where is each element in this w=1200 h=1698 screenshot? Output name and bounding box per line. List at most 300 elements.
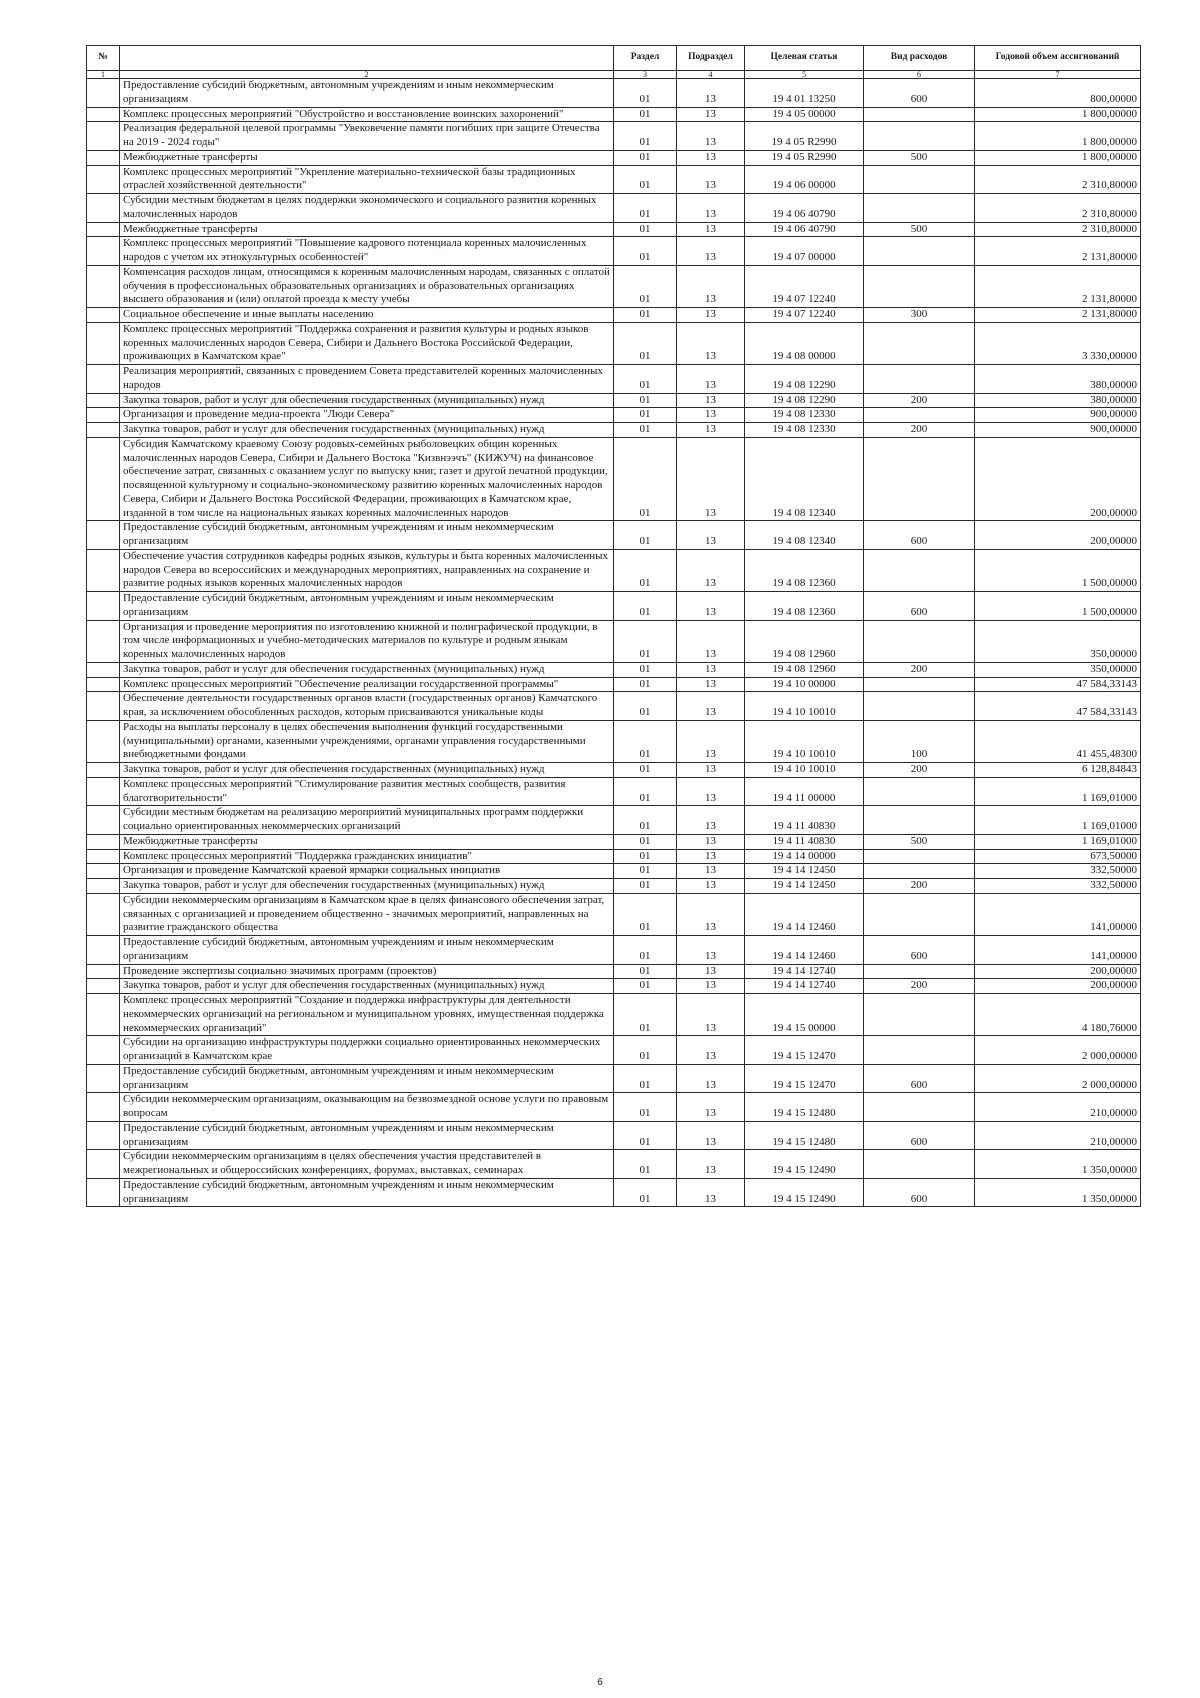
expense-type-cell: 100 xyxy=(864,720,975,762)
header-index-cell: 5 xyxy=(745,71,864,79)
razdel-cell: 01 xyxy=(614,437,677,521)
row-number-cell xyxy=(87,592,120,621)
row-number-cell xyxy=(87,1064,120,1093)
table-row xyxy=(87,308,1141,323)
header-expense-type: Вид расходов xyxy=(864,46,975,71)
expense-type-cell xyxy=(864,620,975,662)
expense-type-cell: 200 xyxy=(864,662,975,677)
expense-name-cell: Субсидии некоммерческим организациям в целях обеспечения участия представителей в межрегиональных и общероссийских конференциях, форумах, выставках, семинарах xyxy=(120,1150,614,1179)
row-number-cell xyxy=(87,879,120,894)
razdel-cell: 01 xyxy=(614,620,677,662)
expense-name-cell: Субсидии местным бюджетам на реализацию мероприятий муниципальных программ поддержки социально ориентированных некоммерческих организаций xyxy=(120,806,614,835)
row-number-cell xyxy=(87,393,120,408)
target-article-cell: 19 4 11 40830 xyxy=(745,806,864,835)
table-row xyxy=(87,763,1141,778)
expense-type-cell xyxy=(864,677,975,692)
row-number-cell xyxy=(87,806,120,835)
expense-type-cell: 600 xyxy=(864,592,975,621)
expense-type-cell xyxy=(864,849,975,864)
podrazdel-cell: 13 xyxy=(677,720,745,762)
expense-type-cell: 200 xyxy=(864,763,975,778)
podrazdel-cell: 13 xyxy=(677,107,745,122)
expense-type-cell: 200 xyxy=(864,979,975,994)
razdel-cell: 01 xyxy=(614,662,677,677)
expense-name-cell: Закупка товаров, работ и услуг для обеспечения государственных (муниципальных) нужд xyxy=(120,763,614,778)
table-row xyxy=(87,864,1141,879)
table-row xyxy=(87,265,1141,307)
razdel-cell: 01 xyxy=(614,265,677,307)
expense-type-cell: 200 xyxy=(864,423,975,438)
table-row xyxy=(87,423,1141,438)
expense-type-cell xyxy=(864,122,975,151)
row-number-cell xyxy=(87,864,120,879)
target-article-cell: 19 4 08 12330 xyxy=(745,408,864,423)
podrazdel-cell: 13 xyxy=(677,777,745,806)
expense-name-cell: Субсидия Камчатскому краевому Союзу родовых-семейных рыболовецких общин коренных малочисленных народов Севера, Сибири и Дальнего Востока "Кизвнээчъ" (КИЖУЧ) на финансовое обеспечение затрат, связанных с оказанием услуг по выпуску книг, газет и другой печатной продукции, посвященной культурному и социально-экономическому развитию коренных малочисленных народов Севера, Сибири и Дальнего Востока Российской Федерации, проживающих в Камчатском крае, изданной в том числе на национальных языках коренных малочисленных народов xyxy=(120,437,614,521)
expense-name-cell: Организация и проведение Камчатской краевой ярмарки социальных инициатив xyxy=(120,864,614,879)
razdel-cell: 01 xyxy=(614,365,677,394)
page-number: 6 xyxy=(597,1677,603,1688)
target-article-cell: 19 4 08 12340 xyxy=(745,437,864,521)
row-number-cell xyxy=(87,979,120,994)
expense-name-cell: Комплекс процессных мероприятий "Повышение кадрового потенциала коренных малочисленных народов с учетом их этнокультурных особенностей" xyxy=(120,237,614,266)
row-number-cell xyxy=(87,150,120,165)
target-article-cell: 19 4 10 00000 xyxy=(745,677,864,692)
row-number-cell xyxy=(87,521,120,550)
annual-amount-cell: 1 169,01000 xyxy=(975,834,1141,849)
annual-amount-cell: 1 800,00000 xyxy=(975,150,1141,165)
podrazdel-cell: 13 xyxy=(677,437,745,521)
annual-amount-cell: 200,00000 xyxy=(975,437,1141,521)
table-row xyxy=(87,437,1141,521)
expense-type-cell xyxy=(864,107,975,122)
annual-amount-cell: 4 180,76000 xyxy=(975,994,1141,1036)
target-article-cell: 19 4 10 10010 xyxy=(745,720,864,762)
row-number-cell xyxy=(87,194,120,223)
row-number-cell xyxy=(87,662,120,677)
razdel-cell: 01 xyxy=(614,849,677,864)
table-row xyxy=(87,777,1141,806)
expense-name-cell: Комплекс процессных мероприятий "Создание и поддержка инфраструктуры для деятельности некоммерческих организаций на региональном и муниципальном уровнях, имущественная поддержка некоммерческих организаций" xyxy=(120,994,614,1036)
expense-name-cell: Субсидии некоммерческим организациям в Камчатском крае в целях финансового обеспечения затрат, связанных с организацией и проведением общественно - значимых мероприятий, направленных на развитие гражданского общества xyxy=(120,893,614,935)
razdel-cell: 01 xyxy=(614,677,677,692)
row-number-cell xyxy=(87,964,120,979)
razdel-cell: 01 xyxy=(614,1178,677,1207)
annual-amount-cell: 1 500,00000 xyxy=(975,592,1141,621)
razdel-cell: 01 xyxy=(614,592,677,621)
annual-amount-cell: 900,00000 xyxy=(975,408,1141,423)
target-article-cell: 19 4 08 12960 xyxy=(745,620,864,662)
razdel-cell: 01 xyxy=(614,964,677,979)
row-number-cell xyxy=(87,1121,120,1150)
expense-name-cell: Межбюджетные трансферты xyxy=(120,222,614,237)
budget-allocation-table xyxy=(86,45,1141,1207)
annual-amount-cell: 800,00000 xyxy=(975,79,1141,108)
expense-type-cell xyxy=(864,237,975,266)
row-number-cell xyxy=(87,1036,120,1065)
podrazdel-cell: 13 xyxy=(677,322,745,364)
razdel-cell: 01 xyxy=(614,1036,677,1065)
expense-type-cell xyxy=(864,1093,975,1122)
target-article-cell: 19 4 07 12240 xyxy=(745,308,864,323)
row-number-cell xyxy=(87,763,120,778)
table-row xyxy=(87,237,1141,266)
target-article-cell: 19 4 14 12450 xyxy=(745,864,864,879)
annual-amount-cell: 900,00000 xyxy=(975,423,1141,438)
annual-amount-cell: 47 584,33143 xyxy=(975,692,1141,721)
razdel-cell: 01 xyxy=(614,720,677,762)
target-article-cell: 19 4 08 12360 xyxy=(745,549,864,591)
expense-type-cell: 600 xyxy=(864,521,975,550)
table-row xyxy=(87,1064,1141,1093)
annual-amount-cell: 141,00000 xyxy=(975,893,1141,935)
annual-amount-cell: 673,50000 xyxy=(975,849,1141,864)
row-number-cell xyxy=(87,677,120,692)
expense-name-cell: Расходы на выплаты персоналу в целях обеспечения выполнения функций государственными (муниципальными) органами, казенными учреждениями, органами управления государственными внебюджетными фондами xyxy=(120,720,614,762)
podrazdel-cell: 13 xyxy=(677,936,745,965)
row-number-cell xyxy=(87,265,120,307)
podrazdel-cell: 13 xyxy=(677,592,745,621)
row-number-cell xyxy=(87,423,120,438)
expense-name-cell: Предоставление субсидий бюджетным, автономным учреждениям и иным некоммерческим организациям xyxy=(120,936,614,965)
annual-amount-cell: 2 131,80000 xyxy=(975,265,1141,307)
expense-name-cell: Предоставление субсидий бюджетным, автономным учреждениям и иным некоммерческим организациям xyxy=(120,1064,614,1093)
razdel-cell: 01 xyxy=(614,549,677,591)
expense-name-cell: Предоставление субсидий бюджетным, автономным учреждениям и иным некоммерческим организациям xyxy=(120,79,614,108)
podrazdel-cell: 13 xyxy=(677,165,745,194)
table-row xyxy=(87,408,1141,423)
annual-amount-cell: 2 000,00000 xyxy=(975,1036,1141,1065)
table-row xyxy=(87,806,1141,835)
podrazdel-cell: 13 xyxy=(677,521,745,550)
podrazdel-cell: 13 xyxy=(677,677,745,692)
podrazdel-cell: 13 xyxy=(677,1093,745,1122)
razdel-cell: 01 xyxy=(614,1121,677,1150)
razdel-cell: 01 xyxy=(614,222,677,237)
header-name xyxy=(120,46,614,71)
header-podrazdel: Подраздел xyxy=(677,46,745,71)
annual-amount-cell: 6 128,84843 xyxy=(975,763,1141,778)
razdel-cell: 01 xyxy=(614,150,677,165)
table-row xyxy=(87,893,1141,935)
table-row xyxy=(87,720,1141,762)
target-article-cell: 19 4 14 12740 xyxy=(745,979,864,994)
expense-name-cell: Предоставление субсидий бюджетным, автономным учреждениям и иным некоммерческим организациям xyxy=(120,1178,614,1207)
razdel-cell: 01 xyxy=(614,122,677,151)
podrazdel-cell: 13 xyxy=(677,806,745,835)
target-article-cell: 19 4 08 12290 xyxy=(745,365,864,394)
expense-type-cell xyxy=(864,322,975,364)
row-number-cell xyxy=(87,408,120,423)
razdel-cell: 01 xyxy=(614,864,677,879)
razdel-cell: 01 xyxy=(614,107,677,122)
expense-type-cell: 600 xyxy=(864,1121,975,1150)
row-number-cell xyxy=(87,107,120,122)
target-article-cell: 19 4 01 13250 xyxy=(745,79,864,108)
target-article-cell: 19 4 08 12960 xyxy=(745,662,864,677)
podrazdel-cell: 13 xyxy=(677,893,745,935)
table-row xyxy=(87,834,1141,849)
podrazdel-cell: 13 xyxy=(677,393,745,408)
annual-amount-cell: 210,00000 xyxy=(975,1093,1141,1122)
expense-type-cell: 600 xyxy=(864,1064,975,1093)
document-page xyxy=(86,45,1140,1207)
target-article-cell: 19 4 14 12450 xyxy=(745,879,864,894)
expense-name-cell: Реализация федеральной целевой программы "Увековечение памяти погибших при защите Отечества на 2019 - 2024 годы" xyxy=(120,122,614,151)
table-row xyxy=(87,1178,1141,1207)
expense-name-cell: Комплекс процессных мероприятий "Поддержка гражданских инициатив" xyxy=(120,849,614,864)
row-number-cell xyxy=(87,893,120,935)
expense-name-cell: Субсидии местным бюджетам в целях поддержки экономического и социального развития коренных малочисленных народов xyxy=(120,194,614,223)
annual-amount-cell: 350,00000 xyxy=(975,620,1141,662)
row-number-cell xyxy=(87,365,120,394)
expense-type-cell: 200 xyxy=(864,879,975,894)
expense-name-cell: Предоставление субсидий бюджетным, автономным учреждениям и иным некоммерческим организациям xyxy=(120,1121,614,1150)
razdel-cell: 01 xyxy=(614,1064,677,1093)
podrazdel-cell: 13 xyxy=(677,662,745,677)
row-number-cell xyxy=(87,692,120,721)
row-number-cell xyxy=(87,122,120,151)
target-article-cell: 19 4 08 12360 xyxy=(745,592,864,621)
annual-amount-cell: 380,00000 xyxy=(975,393,1141,408)
expense-name-cell: Субсидии на организацию инфраструктуры поддержки социально ориентированных некоммерческих организаций в Камчатском крае xyxy=(120,1036,614,1065)
header-index-cell: 1 xyxy=(87,71,120,79)
table-row xyxy=(87,150,1141,165)
expense-name-cell: Комплекс процессных мероприятий "Стимулирование развития местных сообществ, развития благотворительности" xyxy=(120,777,614,806)
table-row xyxy=(87,165,1141,194)
table-row xyxy=(87,521,1141,550)
expense-type-cell: 500 xyxy=(864,222,975,237)
podrazdel-cell: 13 xyxy=(677,994,745,1036)
table-row xyxy=(87,994,1141,1036)
target-article-cell: 19 4 14 12740 xyxy=(745,964,864,979)
annual-amount-cell: 2 131,80000 xyxy=(975,237,1141,266)
header-num: № xyxy=(87,46,120,71)
razdel-cell: 01 xyxy=(614,879,677,894)
expense-type-cell xyxy=(864,864,975,879)
expense-type-cell xyxy=(864,437,975,521)
podrazdel-cell: 13 xyxy=(677,265,745,307)
target-article-cell: 19 4 11 00000 xyxy=(745,777,864,806)
target-article-cell: 19 4 15 12470 xyxy=(745,1036,864,1065)
annual-amount-cell: 2 000,00000 xyxy=(975,1064,1141,1093)
expense-type-cell xyxy=(864,994,975,1036)
expense-type-cell xyxy=(864,1036,975,1065)
expense-type-cell: 200 xyxy=(864,393,975,408)
razdel-cell: 01 xyxy=(614,393,677,408)
row-number-cell xyxy=(87,308,120,323)
table-row xyxy=(87,936,1141,965)
annual-amount-cell: 47 584,33143 xyxy=(975,677,1141,692)
expense-name-cell: Закупка товаров, работ и услуг для обеспечения государственных (муниципальных) нужд xyxy=(120,393,614,408)
annual-amount-cell: 1 800,00000 xyxy=(975,122,1141,151)
header-index-cell: 2 xyxy=(120,71,614,79)
annual-amount-cell: 41 455,48300 xyxy=(975,720,1141,762)
table-row xyxy=(87,879,1141,894)
podrazdel-cell: 13 xyxy=(677,763,745,778)
razdel-cell: 01 xyxy=(614,423,677,438)
razdel-cell: 01 xyxy=(614,777,677,806)
target-article-cell: 19 4 05 R2990 xyxy=(745,150,864,165)
header-annual-amount: Годовой объем ассигнований xyxy=(975,46,1141,71)
table-row xyxy=(87,1093,1141,1122)
expense-name-cell: Обеспечение участия сотрудников кафедры родных языков, культуры и быта коренных малочисленных народов Севера во всероссийских и международных мероприятиях, направленных на сохранение и развитие родных языков коренных малочисленных народов xyxy=(120,549,614,591)
razdel-cell: 01 xyxy=(614,237,677,266)
expense-type-cell: 600 xyxy=(864,1178,975,1207)
expense-type-cell xyxy=(864,408,975,423)
row-number-cell xyxy=(87,936,120,965)
podrazdel-cell: 13 xyxy=(677,979,745,994)
expense-type-cell xyxy=(864,777,975,806)
expense-name-cell: Комплекс процессных мероприятий "Обустройство и восстановление воинских захоронений" xyxy=(120,107,614,122)
expense-name-cell: Субсидии некоммерческим организациям, оказывающим на безвозмездной основе услуги по правовым вопросам xyxy=(120,1093,614,1122)
razdel-cell: 01 xyxy=(614,994,677,1036)
podrazdel-cell: 13 xyxy=(677,849,745,864)
table-row xyxy=(87,964,1141,979)
target-article-cell: 19 4 15 12490 xyxy=(745,1178,864,1207)
row-number-cell xyxy=(87,237,120,266)
razdel-cell: 01 xyxy=(614,893,677,935)
podrazdel-cell: 13 xyxy=(677,222,745,237)
table-row xyxy=(87,1150,1141,1179)
table-row xyxy=(87,107,1141,122)
table-row xyxy=(87,979,1141,994)
podrazdel-cell: 13 xyxy=(677,620,745,662)
target-article-cell: 19 4 15 12480 xyxy=(745,1121,864,1150)
expense-type-cell: 600 xyxy=(864,79,975,108)
annual-amount-cell: 332,50000 xyxy=(975,879,1141,894)
podrazdel-cell: 13 xyxy=(677,1064,745,1093)
annual-amount-cell: 2 310,80000 xyxy=(975,222,1141,237)
expense-name-cell: Закупка товаров, работ и услуг для обеспечения государственных (муниципальных) нужд xyxy=(120,979,614,994)
header-target-article: Целевая статья xyxy=(745,46,864,71)
target-article-cell: 19 4 14 12460 xyxy=(745,936,864,965)
razdel-cell: 01 xyxy=(614,1093,677,1122)
row-number-cell xyxy=(87,777,120,806)
target-article-cell: 19 4 14 00000 xyxy=(745,849,864,864)
expense-type-cell: 500 xyxy=(864,150,975,165)
annual-amount-cell: 350,00000 xyxy=(975,662,1141,677)
header-index-cell: 7 xyxy=(975,71,1141,79)
podrazdel-cell: 13 xyxy=(677,237,745,266)
annual-amount-cell: 1 169,01000 xyxy=(975,806,1141,835)
razdel-cell: 01 xyxy=(614,165,677,194)
target-article-cell: 19 4 11 40830 xyxy=(745,834,864,849)
podrazdel-cell: 13 xyxy=(677,1150,745,1179)
podrazdel-cell: 13 xyxy=(677,1178,745,1207)
podrazdel-cell: 13 xyxy=(677,79,745,108)
row-number-cell xyxy=(87,165,120,194)
razdel-cell: 01 xyxy=(614,322,677,364)
razdel-cell: 01 xyxy=(614,979,677,994)
target-article-cell: 19 4 15 12480 xyxy=(745,1093,864,1122)
row-number-cell xyxy=(87,79,120,108)
podrazdel-cell: 13 xyxy=(677,1036,745,1065)
expense-type-cell xyxy=(864,365,975,394)
table-row xyxy=(87,222,1141,237)
expense-name-cell: Закупка товаров, работ и услуг для обеспечения государственных (муниципальных) нужд xyxy=(120,662,614,677)
razdel-cell: 01 xyxy=(614,1150,677,1179)
expense-type-cell xyxy=(864,964,975,979)
razdel-cell: 01 xyxy=(614,308,677,323)
annual-amount-cell: 2 310,80000 xyxy=(975,194,1141,223)
expense-type-cell xyxy=(864,893,975,935)
expense-type-cell xyxy=(864,165,975,194)
annual-amount-cell: 210,00000 xyxy=(975,1121,1141,1150)
expense-name-cell: Комплекс процессных мероприятий "Обеспечение реализации государственной программы" xyxy=(120,677,614,692)
annual-amount-cell: 1 169,01000 xyxy=(975,777,1141,806)
table-row xyxy=(87,592,1141,621)
annual-amount-cell: 380,00000 xyxy=(975,365,1141,394)
razdel-cell: 01 xyxy=(614,806,677,835)
expense-name-cell: Закупка товаров, работ и услуг для обеспечения государственных (муниципальных) нужд xyxy=(120,879,614,894)
expense-type-cell xyxy=(864,806,975,835)
podrazdel-cell: 13 xyxy=(677,194,745,223)
header-index-cell: 4 xyxy=(677,71,745,79)
target-article-cell: 19 4 15 12470 xyxy=(745,1064,864,1093)
header-index-cell: 6 xyxy=(864,71,975,79)
annual-amount-cell: 2 131,80000 xyxy=(975,308,1141,323)
annual-amount-cell: 3 330,00000 xyxy=(975,322,1141,364)
expense-name-cell: Компенсация расходов лицам, относящимся к коренным малочисленным народам, связанных с оплатой обучения в профессиональных образовательных организациях и образовательных организациях высшего образования и (или) оплатой проезда к месту учебы xyxy=(120,265,614,307)
target-article-cell: 19 4 15 00000 xyxy=(745,994,864,1036)
annual-amount-cell: 1 500,00000 xyxy=(975,549,1141,591)
podrazdel-cell: 13 xyxy=(677,879,745,894)
razdel-cell: 01 xyxy=(614,408,677,423)
target-article-cell: 19 4 05 00000 xyxy=(745,107,864,122)
row-number-cell xyxy=(87,437,120,521)
annual-amount-cell: 141,00000 xyxy=(975,936,1141,965)
row-number-cell xyxy=(87,222,120,237)
annual-amount-cell: 1 800,00000 xyxy=(975,107,1141,122)
expense-name-cell: Комплекс процессных мероприятий "Поддержка сохранения и развития культуры и родных языков коренных малочисленных народов Севера, Сибири и Дальнего Востока Российской Федерации, проживающих в Камчатском крае" xyxy=(120,322,614,364)
row-number-cell xyxy=(87,834,120,849)
header-index-cell: 3 xyxy=(614,71,677,79)
podrazdel-cell: 13 xyxy=(677,1121,745,1150)
expense-name-cell: Межбюджетные трансферты xyxy=(120,150,614,165)
expense-type-cell xyxy=(864,194,975,223)
row-number-cell xyxy=(87,1093,120,1122)
podrazdel-cell: 13 xyxy=(677,423,745,438)
target-article-cell: 19 4 10 10010 xyxy=(745,763,864,778)
row-number-cell xyxy=(87,849,120,864)
table-row xyxy=(87,1036,1141,1065)
target-article-cell: 19 4 07 12240 xyxy=(745,265,864,307)
target-article-cell: 19 4 06 40790 xyxy=(745,194,864,223)
table-row xyxy=(87,549,1141,591)
annual-amount-cell: 200,00000 xyxy=(975,521,1141,550)
razdel-cell: 01 xyxy=(614,194,677,223)
table-row xyxy=(87,365,1141,394)
header-razdel: Раздел xyxy=(614,46,677,71)
annual-amount-cell: 200,00000 xyxy=(975,979,1141,994)
target-article-cell: 19 4 14 12460 xyxy=(745,893,864,935)
table-row xyxy=(87,122,1141,151)
podrazdel-cell: 13 xyxy=(677,864,745,879)
razdel-cell: 01 xyxy=(614,936,677,965)
row-number-cell xyxy=(87,994,120,1036)
annual-amount-cell: 200,00000 xyxy=(975,964,1141,979)
table-row xyxy=(87,79,1141,108)
expense-name-cell: Комплекс процессных мероприятий "Укрепление материально-технической базы традиционных отраслей хозяйственной деятельности" xyxy=(120,165,614,194)
row-number-cell xyxy=(87,720,120,762)
table-row xyxy=(87,662,1141,677)
expense-type-cell xyxy=(864,265,975,307)
podrazdel-cell: 13 xyxy=(677,150,745,165)
expense-name-cell: Предоставление субсидий бюджетным, автономным учреждениям и иным некоммерческим организациям xyxy=(120,592,614,621)
expense-type-cell: 500 xyxy=(864,834,975,849)
podrazdel-cell: 13 xyxy=(677,692,745,721)
